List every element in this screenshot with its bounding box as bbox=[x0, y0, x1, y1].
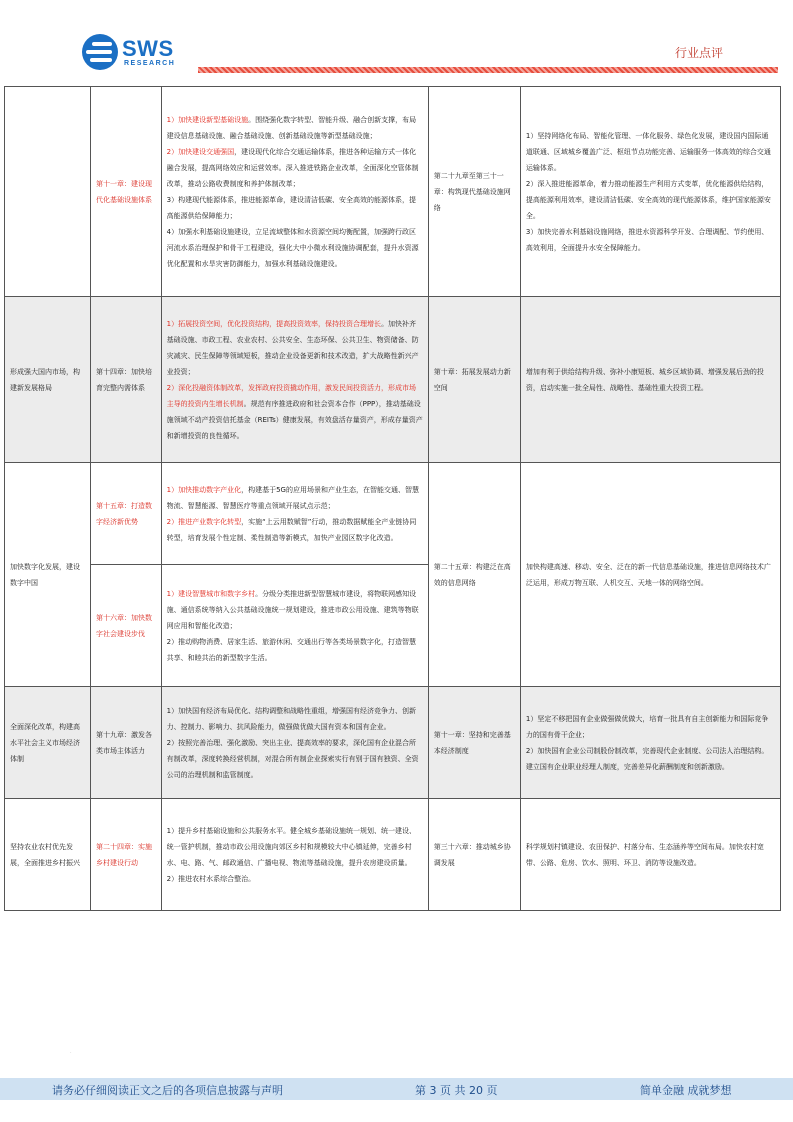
table-cell-goal: 形成强大国内市场，构建新发展格局 bbox=[5, 297, 91, 463]
table-cell-chapter: 第十一章：建设现代化基础设施体系 bbox=[90, 87, 161, 297]
footer-page-number: 第 3 页 共 20 页 bbox=[415, 1084, 498, 1097]
logo-text: SWS bbox=[122, 36, 174, 61]
table-cell-goal: 全面深化改革，构建高水平社会主义市场经济体制 bbox=[5, 687, 91, 799]
table-cell-prev-content: 增加有利于供给结构升级、弥补小康短板、城乡区域协调、增强发展后劲的投资，启动实施一批全局性、战略性、基础性重大投资工程。 bbox=[520, 297, 780, 463]
table-cell-prev-content: 1）坚持网络化布局、智能化管理、一体化服务、绿色化发展，建设国内国际通道联通、区域城乡覆盖广泛、枢纽节点功能完善、运输服务一体高效的综合交通运输体系。 2）深入推进能源革命，着力推动能源生产利用方式变革，优化能源供给结构，提高能源利用效率，建设清洁低碳、安全高效的现代能源体系，维护国家能源安全。 3）加快完善水利基础设施网络，推进水资源科学开发、合理调配、节约使用、高效利用，全面提升水安全保障能力。 bbox=[520, 87, 780, 297]
table-cell-prev-content: 1）坚定不移把国有企业做强做优做大，培育一批具有自主创新能力和国际竞争力的国有骨干企业； 2）加快国有企业公司制股份制改革，完善现代企业制度、公司法人治理结构。建立国有企业职业经理人制度，完善差异化薪酬制度和创新激励。 bbox=[520, 687, 780, 799]
report-category: 行业点评 bbox=[674, 46, 723, 60]
table-cell-chapter: 第十六章：加快数字社会建设步伐 bbox=[90, 565, 161, 687]
table-cell-prev-chapter: 第十章：拓展发展动力新空间 bbox=[428, 297, 520, 463]
table-cell-goal bbox=[5, 87, 91, 297]
table-row bbox=[5, 687, 781, 799]
logo-globe-icon bbox=[82, 34, 118, 70]
table-cell-goal: 加快数字化发展，建设数字中国 bbox=[5, 463, 91, 687]
table-cell-content: 1）提升乡村基础设施和公共服务水平。健全城乡基础设施统一规划、统一建设、统一管护机制，推动市政公用设施向郊区乡村和规模较大中心镇延伸，完善乡村水、电、路、气、邮政通信、广播电视、物流等基础设施，提升农房建设质量。 2）推进农村水系综合整治。 bbox=[161, 799, 428, 911]
table-cell-prev-chapter: 第二十五章：构建泛在高效的信息网络 bbox=[428, 463, 520, 687]
table-cell-prev-chapter: 第十一章：坚持和完善基本经济制度 bbox=[428, 687, 520, 799]
plan-comparison-table bbox=[4, 86, 781, 911]
footer-disclaimer: 请务必仔细阅读正文之后的各项信息披露与声明 bbox=[52, 1084, 283, 1097]
sws-logo bbox=[82, 34, 192, 74]
table-cell-prev-chapter: 第三十六章：推动城乡协调发展 bbox=[428, 799, 520, 911]
table-cell-prev-content: 科学规划村镇建设、农田保护、村落分布、生态涵养等空间布局。加快农村宽带、公路、危房、饮水、照明、环卫、消防等设施改造。 bbox=[520, 799, 780, 911]
table-cell-content: 1）加快推动数字产业化，构建基于5G的应用场景和产业生态，在智能交通、智慧物流、智慧能源、智慧医疗等重点领域开展试点示范； 2）推进产业数字化转型，实施“上云用数赋智”行动，推动数据赋能全产业链协同转型，培育发展个性定制、柔性制造等新模式，加快产业园区数字化改造。 bbox=[161, 463, 428, 565]
table-cell-prev-content: 加快构建高速、移动、安全、泛在的新一代信息基础设施，推进信息网络技术广泛运用，形成万物互联、人机交互、天地一体的网络空间。 bbox=[520, 463, 780, 687]
page-marker-dot: · bbox=[70, 1050, 72, 1056]
table-row bbox=[5, 799, 781, 911]
table-cell-chapter: 第十四章：加快培育完整内需体系 bbox=[90, 297, 161, 463]
table-cell-content: 1）建设智慧城市和数字乡村。分级分类推进新型智慧城市建设，将物联网感知设施、通信系统等纳入公共基础设施统一规划建设，推进市政公用设施、建筑等物联网应用和智能化改造； 2）推动购物消费、居家生活、旅游休闲、交通出行等各类场景数字化，打造智慧共享、和睦共治的新型数字生活。 bbox=[161, 565, 428, 687]
table-cell-content: 1）加快建设新型基础设施。围绕强化数字转型、智能升级、融合创新支撑，布局建设信息基础设施、融合基础设施、创新基础设施等新型基础设施； 2）加快建设交通强国，建设现代化综合交通运输体系，推进各种运输方式一体化融合发展，提高网络效应和运营效率。深入推进铁路企业改革，全面深化空管体制改革，推动公路收费制度和养护体制改革； 3）构建现代能源体系，推进能源革命，建设清洁低碳、安全高效的能源体系，提高能源供给保障能力； 4）加强水利基础设施建设，立足流域整体和水资源空间均衡配置，加强跨行政区河流水系治理保护和骨干工程建设，强化大中小微水利设施协调配套，提升水资源优化配置和水旱灾害防御能力，加强水利基础设施建设。 bbox=[161, 87, 428, 297]
logo-subtext: RESEARCH bbox=[124, 60, 176, 67]
table-cell-chapter: 第二十四章：实施乡村建设行动 bbox=[90, 799, 161, 911]
table-row bbox=[5, 87, 781, 297]
table-cell-prev-chapter: 第二十九章至第三十一章：构筑现代基础设施网络 bbox=[428, 87, 520, 297]
table-cell-content: 1）拓展投资空间，优化投资结构，提高投资效率，保持投资合理增长。加快补齐基础设施、市政工程、农业农村、公共安全、生态环保、公共卫生、物资储备、防灾减灾、民生保障等领域短板，推动企业设备更新和技术改造，扩大战略性新兴产业投资； 2）深化投融资体制改革，发挥政府投资撬动作用，激发民间投资活力，形成市场主导的投资内生增长机制。规范有序推进政府和社会资本合作（PPP），推动基础设施领域不动产投资信托基金（REITs）健康发展，有效盘活存量资产，形成存量资产和新增投资的良性循环。 bbox=[161, 297, 428, 463]
table-row bbox=[5, 463, 781, 565]
footer-slogan: 简单金融 成就梦想 bbox=[640, 1084, 732, 1097]
table-cell-chapter: 第十五章：打造数字经济新优势 bbox=[90, 463, 161, 565]
table-cell-chapter: 第十九章：激发各类市场主体活力 bbox=[90, 687, 161, 799]
table-cell-goal: 坚持农业农村优先发展，全面推进乡村振兴 bbox=[5, 799, 91, 911]
header-divider bbox=[198, 67, 778, 73]
table-row bbox=[5, 297, 781, 463]
page-header bbox=[0, 0, 793, 88]
page-footer bbox=[0, 1078, 793, 1100]
table-cell-content: 1）加快国有经济布局优化、结构调整和战略性重组，增强国有经济竞争力、创新力、控制力、影响力、抗风险能力，做强做优做大国有资本和国有企业。 2）按照完善治理、强化激励、突出主业、提高效率的要求，深化国有企业混合所有制改革，深度转换经营机制，对混合所有制企业探索实行有别于国有独资、全资公司的治理机制和监管制度。 bbox=[161, 687, 428, 799]
